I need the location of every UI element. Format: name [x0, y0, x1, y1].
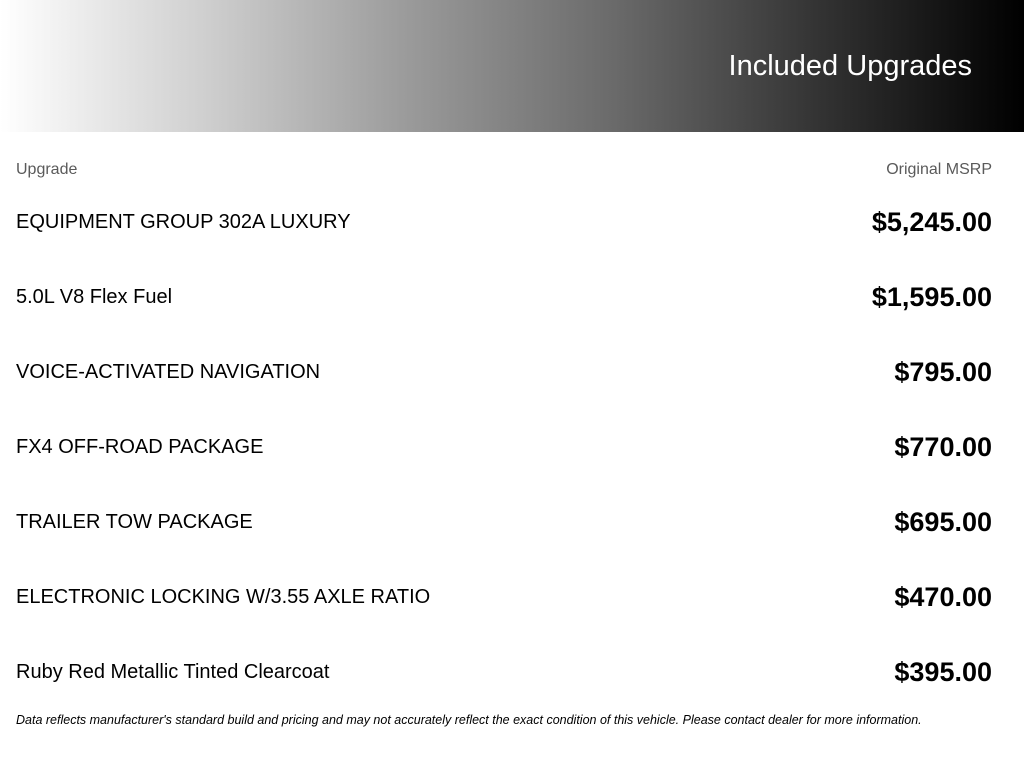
upgrade-name: EQUIPMENT GROUP 302A LUXURY [16, 211, 351, 233]
upgrade-row [16, 277, 992, 317]
upgrade-name: ELECTRONIC LOCKING W/3.55 AXLE RATIO [16, 586, 431, 608]
upgrade-row [16, 502, 992, 542]
upgrade-price: $5,245.00 [871, 207, 992, 237]
upgrade-price: $695.00 [894, 507, 992, 537]
upgrade-name: Ruby Red Metallic Tinted Clearcoat [16, 661, 330, 683]
upgrade-name: VOICE-ACTIVATED NAVIGATION [16, 361, 321, 383]
upgrade-price: $770.00 [894, 432, 992, 462]
upgrade-row [16, 577, 992, 617]
upgrade-row [16, 427, 992, 467]
disclaimer-text: Data reflects manufacturer's standard build and pricing and may not accurately reflect the exact condition of this vehicle. Please contact dealer for more information. [16, 713, 922, 727]
upgrade-price: $395.00 [894, 657, 992, 687]
upgrade-row [16, 652, 992, 692]
upgrade-price: $470.00 [894, 582, 992, 612]
upgrade-name: FX4 OFF-ROAD PACKAGE [16, 436, 264, 458]
upgrade-row [16, 202, 992, 242]
upgrade-row [16, 352, 992, 392]
upgrade-name: TRAILER TOW PACKAGE [16, 511, 253, 533]
upgrade-name: 5.0L V8 Flex Fuel [16, 286, 173, 308]
upgrade-price: $795.00 [894, 357, 992, 387]
msrp-column-header: Original MSRP [886, 161, 992, 178]
upgrade-price: $1,595.00 [871, 282, 992, 312]
upgrade-column-header: Upgrade [16, 161, 78, 178]
page-title: Included Upgrades [728, 50, 972, 82]
header-banner [0, 0, 1024, 132]
